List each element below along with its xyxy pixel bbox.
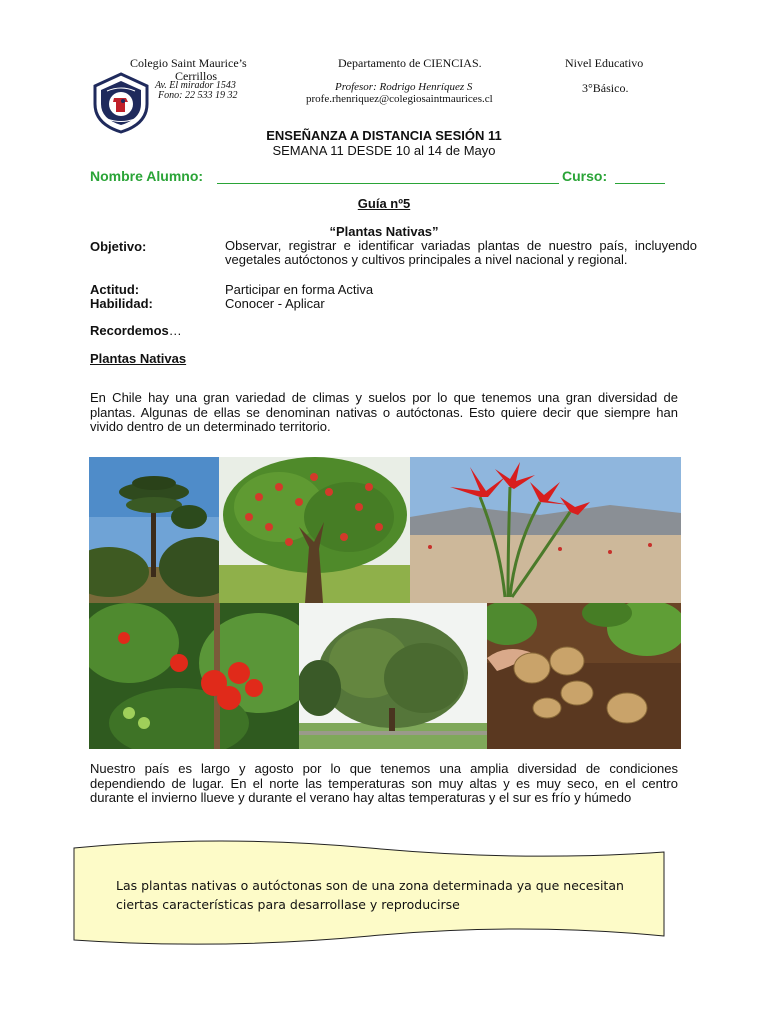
level-value: 3°Básico.: [582, 81, 629, 95]
skill-label: Habilidad:: [90, 296, 153, 311]
student-name-field[interactable]: [217, 183, 559, 184]
section-title: Plantas Nativas: [90, 351, 187, 366]
red-lily-photo: [410, 457, 681, 603]
attitude-text: Participar en forma Activa: [225, 282, 374, 297]
potato-harvest-photo: [487, 603, 681, 749]
recordemos-dots: …: [168, 323, 182, 338]
objective-text: Observar, registrar e identificar variadas plantas de nuestro país, incluyendo vegetales autóctonos y cultivos principales a nivel nacional y regional.: [225, 238, 697, 267]
objective-label: Objetivo:: [90, 239, 147, 254]
apple-tree-photo: [219, 457, 410, 603]
key-idea-text: Las plantas nativas o autóctonas son de una zona determinada ya que necesitan ciertas características para desarrollase y reproducirse: [116, 878, 624, 912]
session-week: SEMANA 11 DESDE 10 al 14 de Mayo: [272, 143, 496, 158]
araucaria-tree-photo: [89, 457, 219, 603]
school-phone: Fono: 22 533 19 32: [158, 90, 238, 101]
session-title: ENSEÑANZA A DISTANCIA SESIÓN 11: [266, 128, 502, 143]
course-field[interactable]: [615, 183, 665, 184]
school-name: Colegio Saint Maurice’s: [130, 56, 247, 70]
school-address: Av. El mirador 1543: [155, 80, 236, 91]
topic-title: “Plantas Nativas”: [329, 224, 439, 239]
climate-paragraph: Nuestro país es largo y agosto por lo que tenemos una amplia diversidad de condiciones dependiendo de lugar. En el norte las temperaturas son muy altas y es muy seco, en el centro durante el invierno llueve y durante el verano hay altas temperaturas y el sur es frío y húmedo: [90, 761, 678, 805]
skill-text: Conocer - Aplicar: [225, 296, 325, 311]
attitude-label: Actitud:: [90, 282, 140, 297]
course-label: Curso:: [562, 168, 608, 184]
level-label: Nivel Educativo: [565, 56, 644, 70]
teacher-email: profe.rhenriquez@colegiosaintmaurices.cl: [306, 93, 493, 105]
intro-paragraph: En Chile hay una gran variedad de climas y suelos por lo que tenemos una gran diversidad de plantas. Algunas de ellas se denominan nativas o autóctonas. Esto quiere decir que siempre han vivido dentro de un determinado territorio.: [90, 390, 678, 434]
guide-number: Guía nº5: [357, 196, 411, 211]
department: Departamento de CIENCIAS.: [338, 56, 482, 70]
teacher-name: Profesor: Rodrigo Henríquez S: [335, 81, 473, 93]
school-town: Cerrillos: [175, 69, 217, 83]
student-name-label: Nombre Alumno:: [90, 168, 204, 184]
recordemos-label: Recordemos: [90, 323, 169, 338]
recordemos-heading: [90, 323, 182, 338]
school-crest-logo: [92, 72, 150, 134]
native-tree-photo: [299, 603, 487, 749]
tomato-plant-photo: [89, 603, 299, 749]
